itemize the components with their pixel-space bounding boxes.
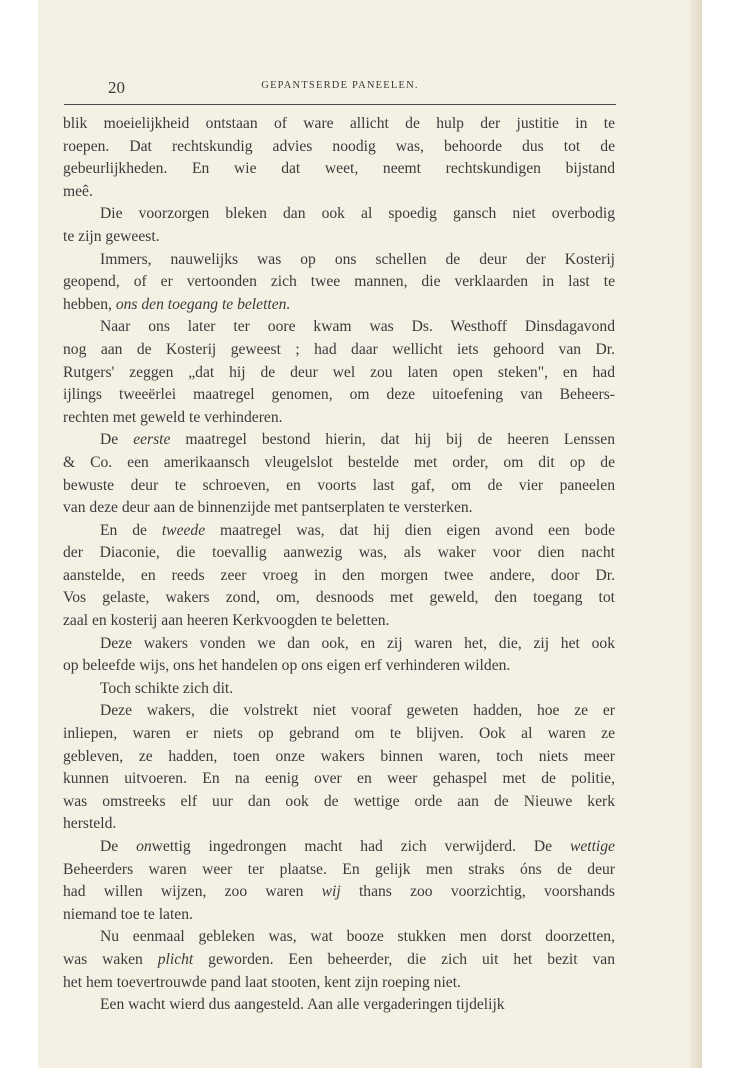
text-line	[63, 407, 615, 430]
text-line	[63, 316, 615, 339]
italic-text: tweede	[161, 521, 206, 539]
text-line	[63, 904, 615, 927]
text-line	[63, 746, 615, 769]
text-run: De	[100, 431, 134, 449]
text-run: geopend, of er vertoonden zich twee mannen, die verklaarden in last te	[63, 273, 615, 291]
text-run: aanstelde, en reeds zeer vroeg in den morgen twee andere, door Dr.	[63, 566, 615, 584]
text-line	[63, 768, 615, 791]
text-run: Deze wakers vonden we dan ook, en zij waren het, die, zij het ook	[100, 634, 615, 652]
text-line	[63, 452, 615, 475]
text-run: Naar ons later ter oore kwam was Ds. Westhoff Dinsdagavond	[100, 318, 615, 336]
text-run: En de	[100, 521, 162, 539]
text-run: Een wacht wierd dus aangesteld. Aan alle vergaderingen tijdelijk	[100, 996, 505, 1014]
text-run: Vos gelaste, wakers zond, om, desnoods met geweld, den toegang tot	[63, 589, 615, 607]
text-line	[63, 362, 615, 385]
text-line	[63, 633, 615, 656]
text-run: Rutgers' zeggen „dat hij de deur wel zou laten open steken", en had	[63, 363, 615, 381]
text-line	[63, 542, 615, 565]
text-run: Beheerders waren weer ter plaatse. En gelijk men straks óns de deur	[63, 860, 615, 878]
text-run: te zijn geweest.	[63, 227, 160, 245]
text-run: der Diaconie, die toevallig aanwezig was, als waker voor dien nacht	[63, 544, 615, 562]
text-line	[63, 181, 615, 204]
header-rule	[64, 104, 616, 105]
text-line	[63, 136, 615, 159]
text-run: het hem toevertrouwde pand laat stooten, kent zijn roeping niet.	[63, 973, 461, 991]
text-line	[63, 610, 615, 633]
text-run: op beleefde wijs, ons het handelen op ons eigen erf verhinderen wilden.	[63, 657, 511, 675]
text-run: hersteld.	[63, 815, 117, 833]
text-run: van deze deur aan de binnenzijde met pantserplaten te versterken.	[63, 499, 473, 517]
text-run: hebben,	[63, 295, 116, 313]
text-run: was omstreeks elf uur dan ook de wettige orde aan de Nieuwe kerk	[63, 792, 615, 810]
page-header	[64, 78, 616, 100]
text-run: Toch schikte zich dit.	[100, 679, 234, 697]
text-line	[63, 203, 615, 226]
text-run: bewuste deur te schroeven, en voorts last gaf, om de vier paneelen	[63, 476, 615, 494]
text-line	[63, 972, 615, 995]
text-run: was waken	[63, 950, 158, 968]
page-spine-shadow	[690, 0, 702, 1068]
text-run: & Co. een amerikaansch vleugelslot bestelde met order, om dit op de	[63, 453, 615, 471]
text-run: ijlings tweeërlei maatregel genomen, om deze uitoefening van Beheers-	[63, 386, 615, 404]
text-line	[63, 813, 615, 836]
text-run: niemand toe te laten.	[63, 905, 193, 923]
text-run: meê.	[63, 182, 93, 200]
text-run: gebleven, ze hadden, toen onze wakers binnen waren, toch niets meer	[63, 747, 615, 765]
text-run: roepen. Dat rechtskundig advies noodig was, behoorde dus tot de	[63, 137, 615, 155]
text-run: Die voorzorgen bleken dan ook al spoedig gansch niet overbodig	[100, 205, 615, 223]
text-line	[63, 859, 615, 882]
text-line	[63, 791, 615, 814]
running-title: GEPANTSERDE PANEELEN.	[261, 80, 419, 91]
text-run: kunnen uitvoeren. En na eenig over en weer gehaspel met de politie,	[63, 770, 615, 788]
italic-text: on	[136, 838, 152, 855]
page-number: 20	[108, 78, 125, 97]
text-line	[63, 587, 615, 610]
text-run: geworden. Een beheerder, die zich uit het bezit van	[193, 950, 615, 968]
text-run: wettig ingedrongen macht had zich verwijderd. De	[151, 838, 570, 855]
text-line	[63, 655, 615, 678]
text-run: maatregel was, dat hij dien eigen avond een bode	[205, 521, 615, 539]
body-text	[63, 113, 615, 1017]
text-line	[63, 294, 615, 317]
text-line	[63, 113, 615, 136]
italic-text: wij	[321, 883, 341, 901]
text-run: had willen wijzen, zoo waren	[63, 883, 322, 901]
italic-text: eerste	[133, 431, 171, 449]
text-line	[63, 158, 615, 181]
text-line	[63, 520, 615, 543]
text-run: inliepen, waren er niets op gebrand om te blijven. Ook al waren ze	[63, 725, 615, 743]
text-run: nog aan de Kosterij geweest ; had daar wellicht iets gehoord van Dr.	[63, 340, 615, 358]
text-run: maatregel bestond hierin, dat hij bij de heeren Lenssen	[170, 431, 615, 449]
text-line	[63, 723, 615, 746]
text-line	[63, 994, 615, 1017]
italic-text: wettige	[569, 838, 615, 855]
text-line	[63, 949, 615, 972]
text-line	[63, 226, 615, 249]
text-line	[63, 497, 615, 520]
text-run: Deze wakers, die volstrekt niet vooraf geweten hadden, hoe ze er	[100, 702, 615, 720]
text-run: Nu eenmaal gebleken was, wat booze stukken men dorst doorzetten,	[100, 928, 615, 946]
text-run: Immers, nauwelijks was op ons schellen de deur der Kosterij	[100, 250, 615, 268]
text-line	[63, 565, 615, 588]
text-line	[63, 700, 615, 723]
text-run: gebeurlijkheden. En wie dat weet, neemt rechtskundigen bijstand	[63, 160, 615, 178]
text-line	[63, 881, 615, 904]
text-run: zaal en kosterij aan heeren Kerkvoogden te beletten.	[63, 612, 390, 630]
text-line	[63, 429, 615, 452]
text-line	[63, 249, 615, 272]
text-line	[63, 271, 615, 294]
text-line	[63, 475, 615, 498]
text-run: rechten met geweld te verhinderen.	[63, 408, 283, 426]
italic-text: ons den toegang te beletten.	[115, 295, 291, 313]
text-line	[63, 339, 615, 362]
text-line	[63, 678, 615, 701]
text-line	[63, 384, 615, 407]
text-line	[63, 926, 615, 949]
italic-text: plicht	[157, 950, 194, 968]
text-run: blik moeielijkheid ontstaan of ware allicht de hulp der justitie in te	[63, 115, 615, 132]
text-run: De	[100, 838, 137, 855]
text-line	[63, 836, 615, 859]
text-run: thans zoo voorzichtig, voorshands	[340, 883, 615, 901]
